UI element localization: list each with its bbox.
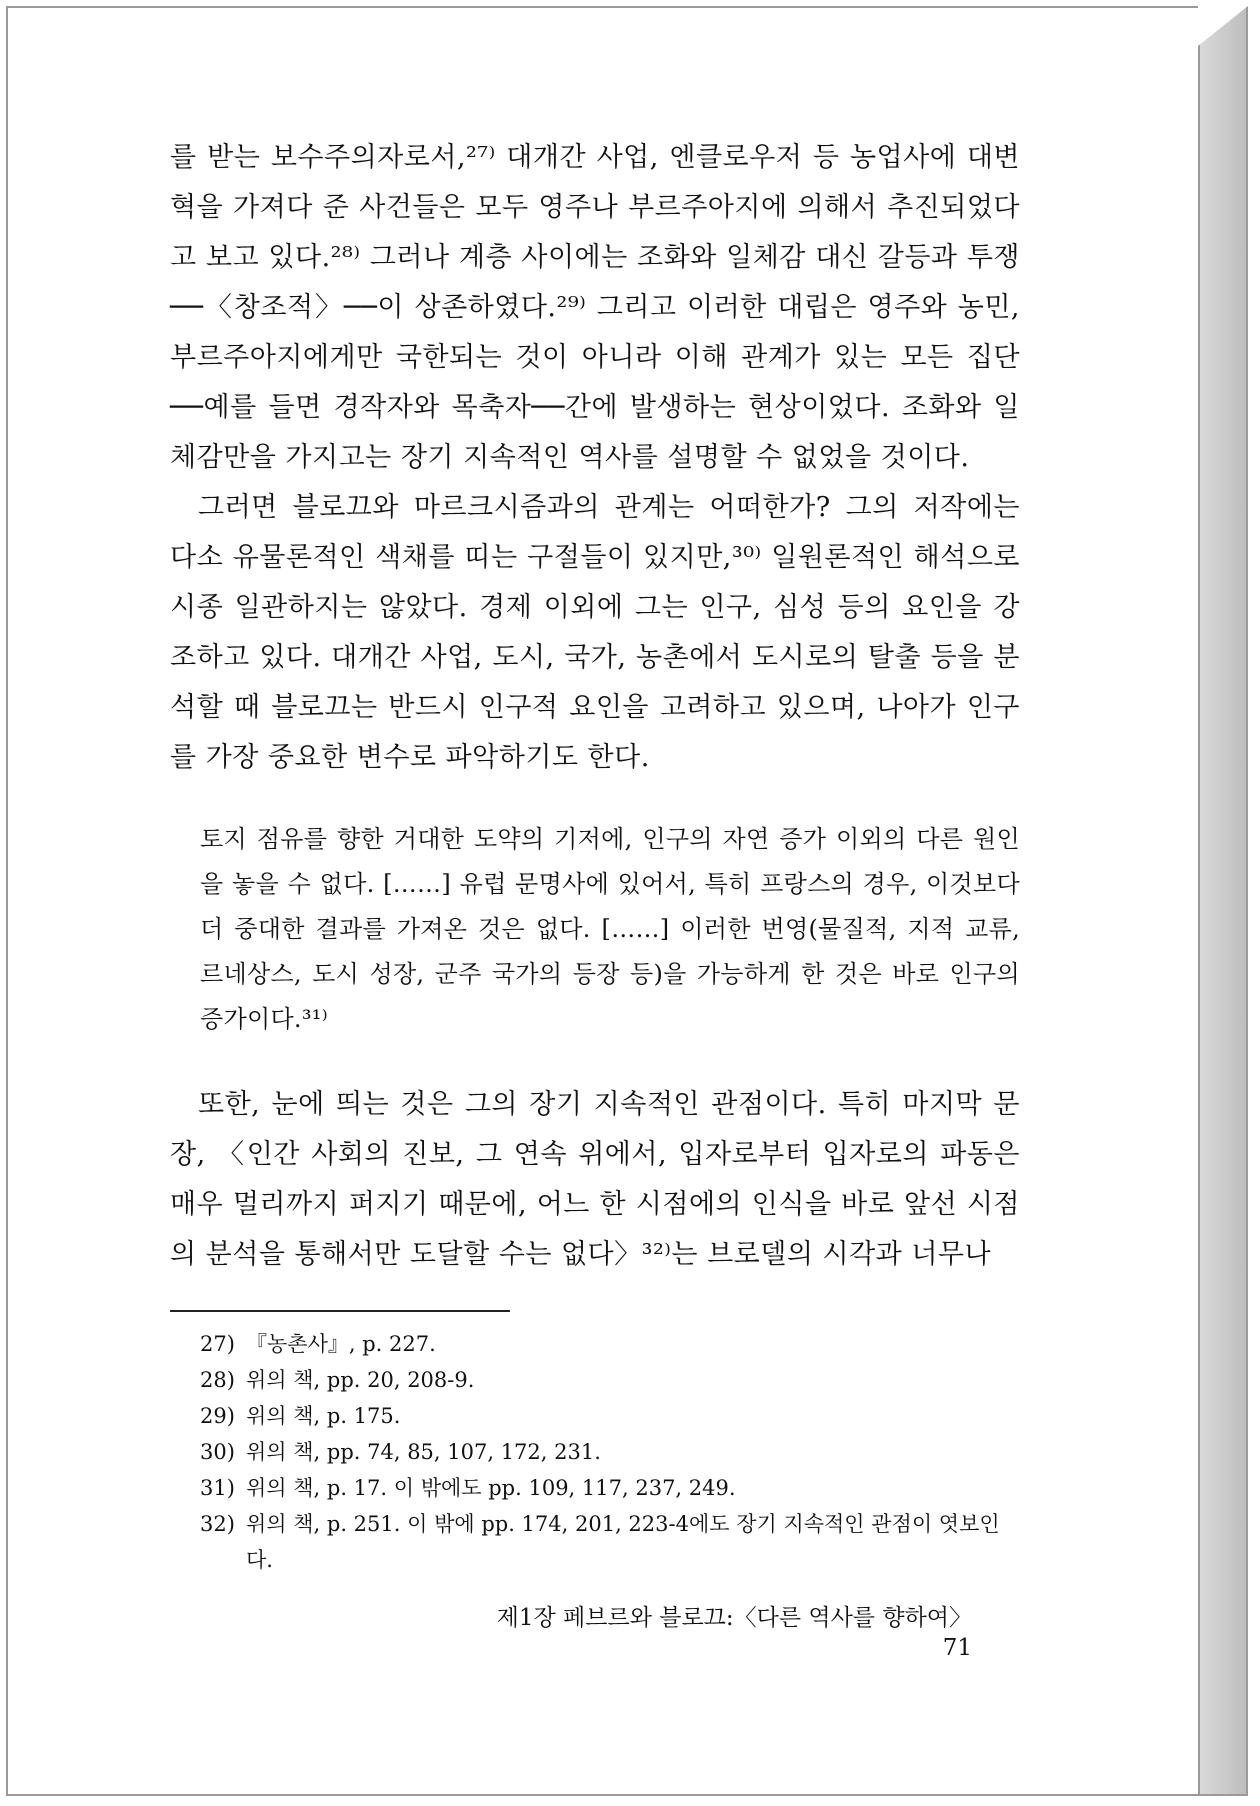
footnote-number: 27) — [200, 1332, 235, 1356]
footnote-32 — [170, 1506, 1020, 1578]
running-footer — [472, 1603, 972, 1663]
footnote-divider — [170, 1310, 510, 1312]
footnote-number: 29) — [200, 1404, 235, 1428]
footnote-text: 위의 책, pp. 74, 85, 107, 172, 231. — [246, 1440, 601, 1464]
body-paragraph-2: 그러면 블로끄와 마르크시즘과의 관계는 어떠한가? 그의 저작에는 다소 유물론적인 색채를 띠는 구절들이 있지만,³⁰⁾ 일원론적인 해석으로 시종 일관하지는 않았다. 경제 이외에 그는 인구, 심성 등의 요인을 강조하고 있다. 대개간 사업, 도시, 국가, 농촌에서 도시로의 탈출 등을 분석할 때 블로끄는 반드시 인구적 요인을 고려하고 있으며, 나아가 인구를 가장 중요한 변수로 파악하기도 한다. — [170, 492, 1021, 773]
book-spine — [1200, 6, 1248, 1796]
chapter-title: 제1장 페브르와 블로끄:〈다른 역사를 향하여〉 — [496, 1605, 972, 1631]
footnote-29 — [170, 1398, 1020, 1434]
footnote-number: 31) — [200, 1476, 235, 1500]
footnote-text: 위의 책, pp. 20, 208-9. — [246, 1368, 475, 1392]
footnote-27 — [170, 1326, 1020, 1362]
block-quote: 토지 점유를 향한 거대한 도약의 기저에, 인구의 자연 증가 이외의 다른 원인을 놓을 수 없다. [……] 유럽 문명사에 있어서, 특히 프랑스의 경우, 이것보다 더 중대한 결과를 가져온 것은 없다. [……] 이러한 번영(물질적, 지적 교류, 르네상스, 도시 성장, 군주 국가의 등장 등)을 가능하게 한 것은 바로 인구의 증가이다.³¹⁾ — [200, 825, 1020, 1033]
footnote-31 — [170, 1470, 1020, 1506]
footnote-text: 위의 책, p. 17. 이 밖에도 pp. 109, 117, 237, 249. — [246, 1476, 736, 1500]
footnote-number: 32) — [200, 1512, 235, 1536]
body-paragraph-1: 를 받는 보수주의자로서,²⁷⁾ 대개간 사업, 엔클로우저 등 농업사에 대변혁을 가져다 준 사건들은 모두 영주나 부르주아지에 의해서 추진되었다고 보고 있다.²⁸⁾ 그러나 계층 사이에는 조화와 일체감 대신 갈등과 투쟁 ──〈창조적〉──이 상존하였다.²⁹⁾ 그리고 이러한 대립은 영주와 농민, 부르주아지에게만 국한되는 것이 아니라 이해 관계가 있는 모든 집단 ──예를 들면 경작자와 목축자──간에 발생하는 현상이었다. 조화와 일체감만을 가지고는 장기 지속적인 역사를 설명할 수 없었을 것이다. — [170, 142, 1020, 473]
page-content — [170, 133, 1020, 1578]
footnote-28 — [170, 1362, 1020, 1398]
footnote-number: 30) — [200, 1440, 235, 1464]
page-number: 71 — [942, 1635, 972, 1661]
body-paragraph-3: 또한, 눈에 띄는 것은 그의 장기 지속적인 관점이다. 특히 마지막 문장, 〈인간 사회의 진보, 그 연속 위에서, 입자로부터 입자로의 파동은 매우 멀리까지 퍼지기 때문에, 어느 한 시점에의 인식을 바로 앞선 시점의 분석을 통해서만 도달할 수는 없다〉³²⁾는 브로델의 시각과 너무나 — [170, 1089, 1020, 1270]
footnote-text: 『농촌사』, p. 227. — [246, 1332, 436, 1356]
footnotes — [170, 1326, 1020, 1578]
book-corner — [1198, 6, 1248, 46]
footnote-text: 위의 책, p. 175. — [246, 1404, 401, 1428]
footnote-30 — [170, 1434, 1020, 1470]
footnote-text: 위의 책, p. 251. 이 밖에 pp. 174, 201, 223-4에도 장기 지속적인 관점이 엿보인다. — [246, 1512, 1000, 1572]
footnote-number: 28) — [200, 1368, 235, 1392]
